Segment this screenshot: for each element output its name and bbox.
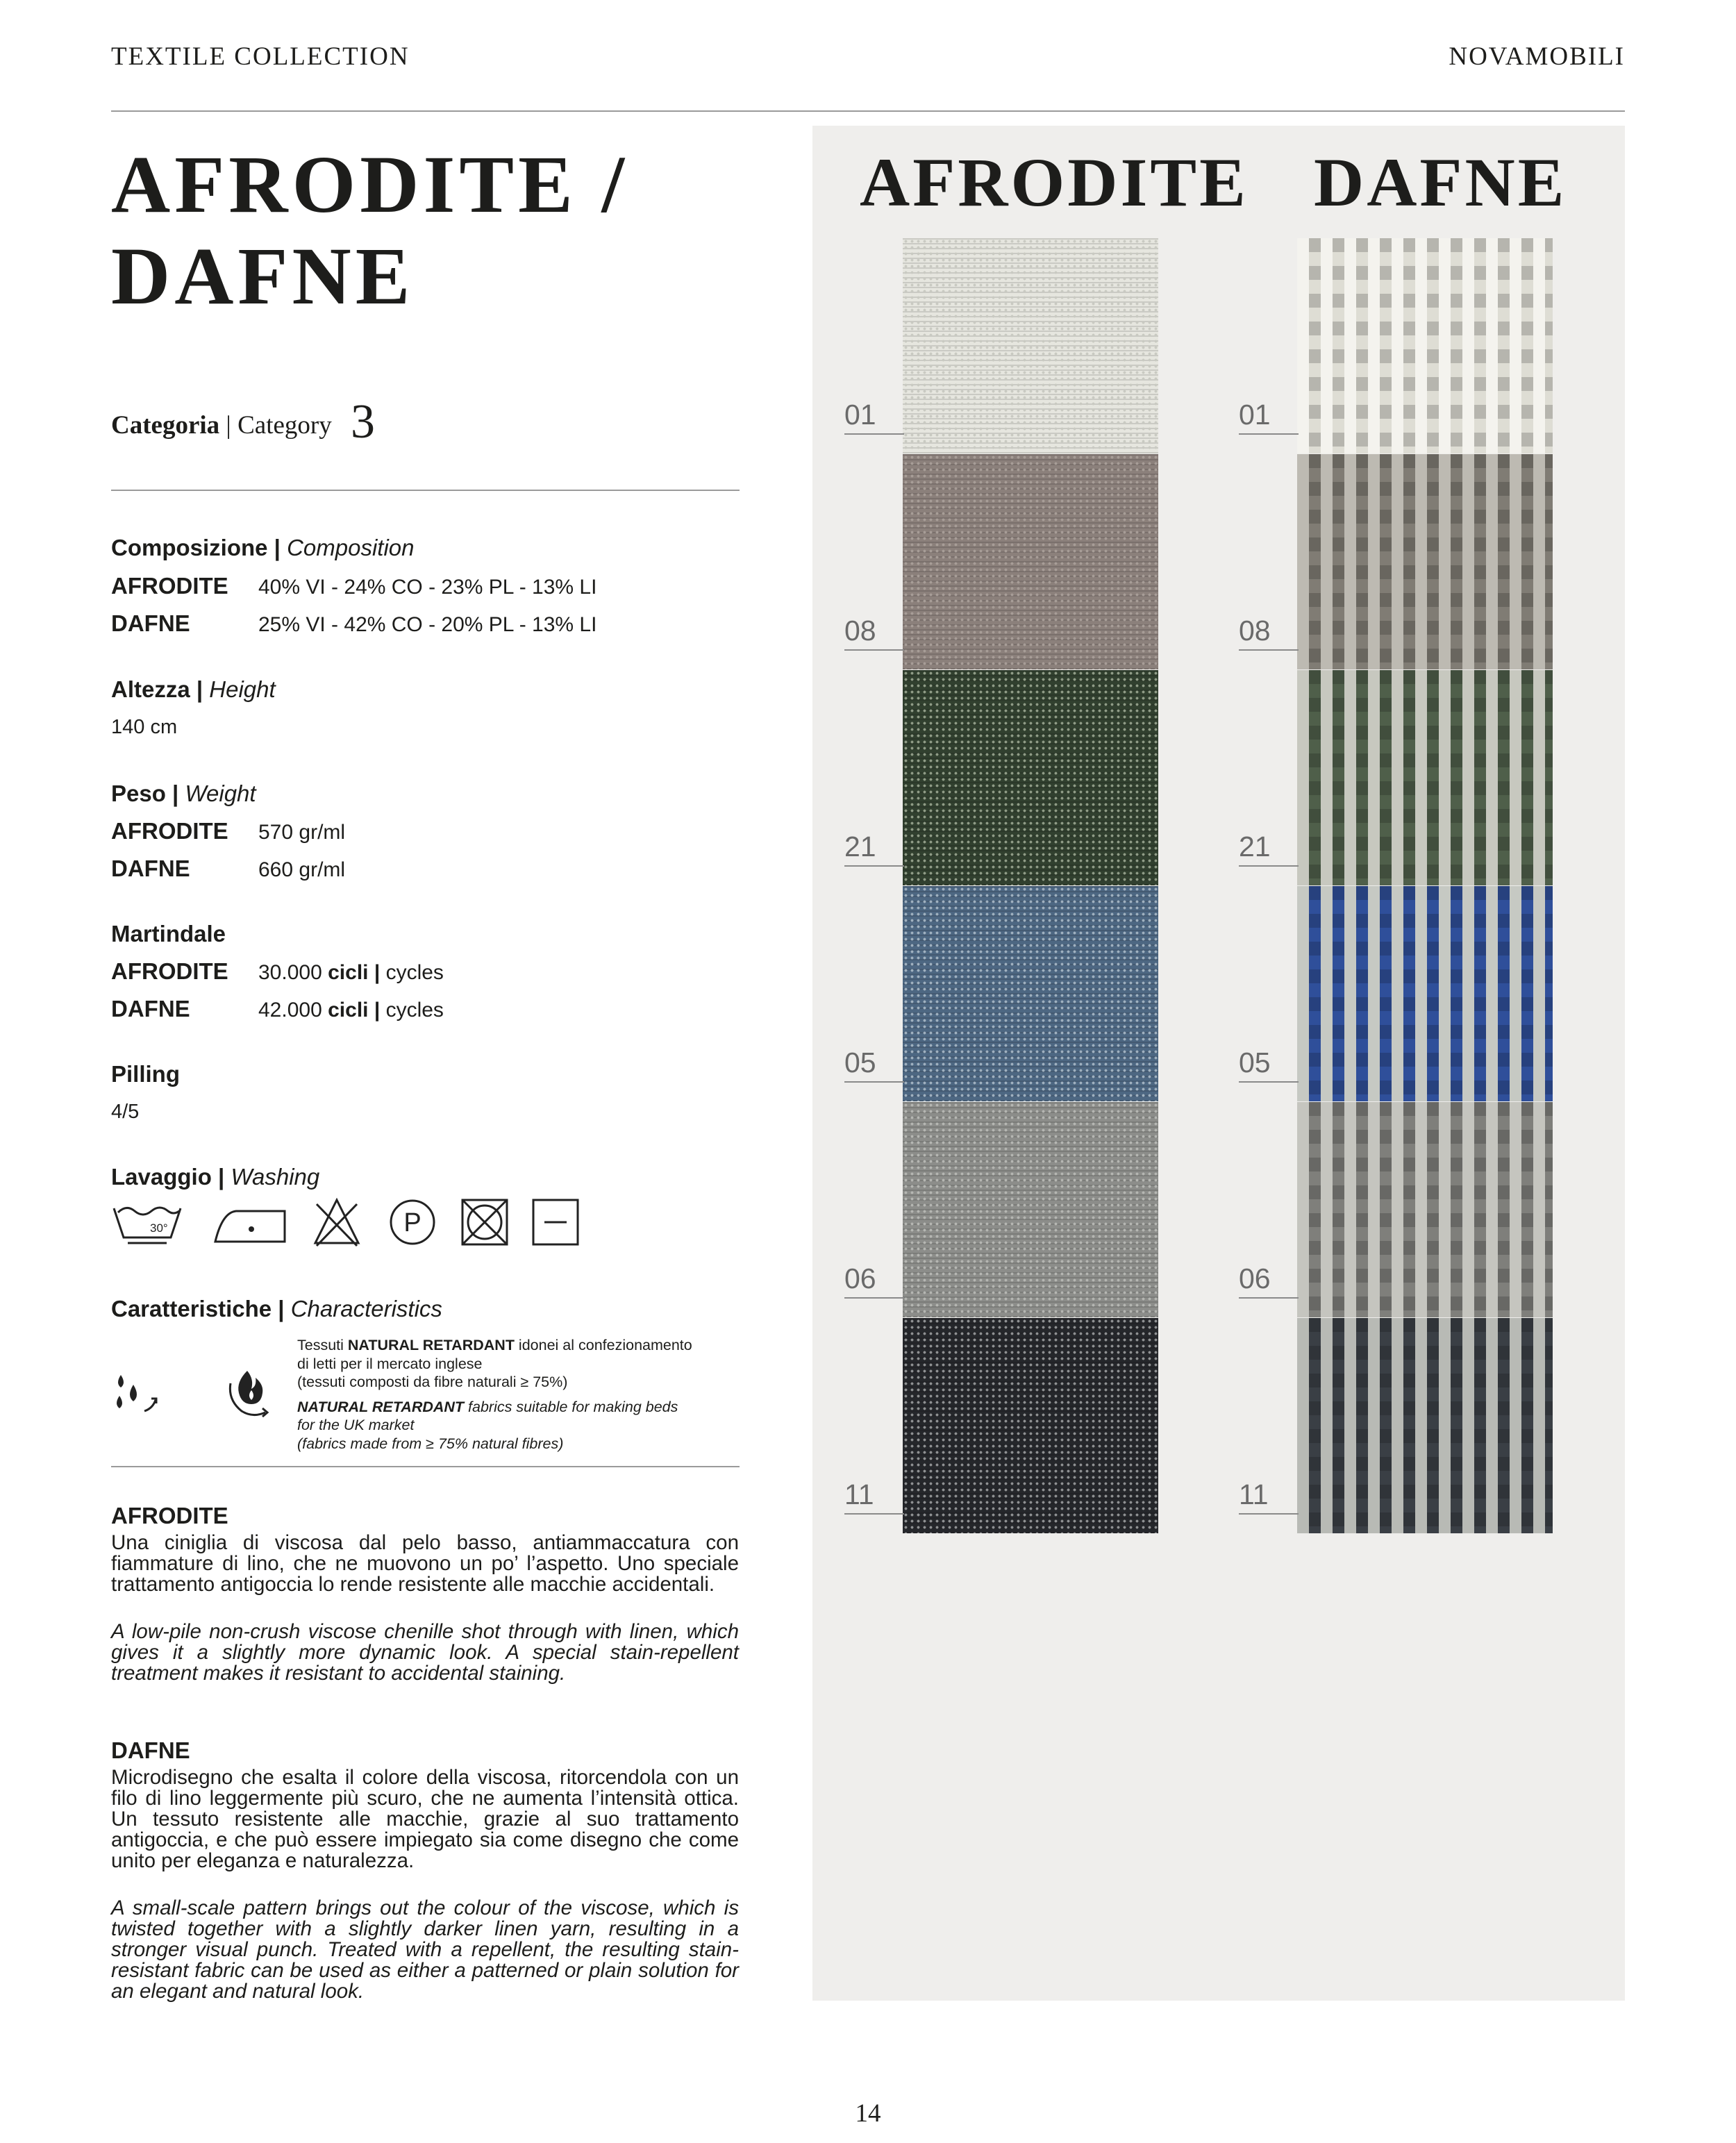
afrodite-description-en: A low-pile non-crush viscose chenille shot through with linen, which gives it a slightly more dynamic look. A special stain-repellent treatment makes it resistant to accidental staining. (111, 1620, 739, 1685)
weight-label-it: Peso (111, 781, 166, 806)
swatch-code-underline (1239, 1513, 1299, 1515)
char-it-rest2: di letti per il mercato inglese (297, 1355, 483, 1372)
dafne-description-it: Microdisegno che esalta il colore della viscosa, ritorcendola con un filo di lino leggermente più scuro, che ne aumenta l’intensità ottica. Un tessuto resistente alle macchie, grazie al suo trattamento antigoccia, e che può essere impiegato sia come disegno che come unito per eleganza e naturalezza. (111, 1766, 739, 1872)
height-label-en: Height (209, 676, 276, 702)
afrodite-description-it: Una ciniglia di viscosa dal pelo basso, antiammaccatura con fiammature di lino, che ne muovono un po’ l’aspetto. Uno speciale trattamento antigoccia lo rende resistente alle macchie accidentali. (111, 1531, 739, 1596)
composition-label-en: Composition (287, 535, 415, 560)
swatch-code-underline (1239, 1081, 1299, 1083)
swatch-code-afrodite-05: 05 (844, 1047, 876, 1078)
header-collection-label: TEXTILE COLLECTION (111, 42, 410, 71)
stain-resistant-icon (108, 1371, 161, 1423)
swatch-code-underline (1239, 649, 1299, 651)
swatch-code-dafne-01: 01 (1239, 399, 1271, 431)
weight-row-dafne (111, 856, 345, 882)
header-divider (111, 110, 1625, 112)
swatch-afrodite-21 (903, 670, 1158, 885)
characteristics-text (297, 1336, 742, 1459)
weight-value: 660 gr/ml (258, 858, 346, 881)
title-line-1: AFRODITE / (111, 139, 629, 230)
weight-row-afrodite (111, 818, 345, 844)
martindale-heading: Martindale (111, 921, 226, 947)
swatch-dafne-08 (1297, 454, 1553, 669)
swatch-code-afrodite-06: 06 (844, 1262, 876, 1294)
swatch-code-afrodite-08: 08 (844, 615, 876, 647)
char-en-rest3: (fabrics made from ≥ 75% natural fibres) (297, 1435, 564, 1452)
martindale-cycles: cycles (385, 999, 444, 1022)
weight-heading: Peso | Weight (111, 781, 256, 806)
swatch-code-underline (844, 649, 904, 651)
weight-label-en: Weight (185, 781, 256, 806)
characteristics-label-en: Characteristics (290, 1296, 442, 1321)
swatch-afrodite-08 (903, 454, 1158, 669)
flame-retardant-icon (224, 1365, 279, 1423)
dry-clean-p-icon (387, 1197, 437, 1251)
wash-temperature: 30° (150, 1221, 168, 1235)
dafne-description-heading: DAFNE (111, 1737, 190, 1763)
height-value: 140 cm (111, 716, 178, 738)
composition-fabric-name: AFRODITE (111, 573, 228, 599)
char-it-prefix: Tessuti (297, 1337, 348, 1353)
swatch-code-afrodite-21: 21 (844, 831, 876, 862)
char-en-rest2: for the UK market (297, 1417, 415, 1433)
washing-label-it: Lavaggio (111, 1164, 212, 1190)
composition-label-it: Composizione (111, 535, 268, 560)
no-bleach-icon (312, 1197, 361, 1251)
swatch-code-dafne-21: 21 (1239, 831, 1271, 862)
characteristics-heading: Caratteristiche | Characteristics (111, 1296, 442, 1321)
washing-label-en: Washing (231, 1164, 320, 1190)
swatch-dafne-21 (1297, 670, 1553, 885)
char-it-rest3: (tessuti composti da fibre naturali ≥ 75%) (297, 1374, 568, 1390)
page-number: 14 (855, 2099, 881, 2128)
title-line-2: DAFNE (111, 231, 415, 322)
swatch-code-dafne-11: 11 (1239, 1478, 1269, 1510)
composition-fabric-name: DAFNE (111, 610, 190, 636)
category-label-it: Categoria (111, 411, 220, 440)
characteristics-divider (111, 1466, 740, 1467)
category-label-en: Category (237, 411, 332, 440)
swatch-code-underline (844, 1081, 904, 1083)
iron-low-icon (212, 1197, 290, 1251)
afrodite-description-heading: AFRODITE (111, 1503, 228, 1528)
swatch-code-dafne-05: 05 (1239, 1047, 1271, 1078)
martindale-row-afrodite: AFRODITE 30.000 cicli | cycles (111, 958, 444, 984)
characteristics-text-it (297, 1336, 742, 1392)
characteristics-label-it: Caratteristiche (111, 1296, 272, 1321)
header-brand: NOVAMOBILI (1449, 42, 1625, 71)
swatch-code-underline (1239, 1297, 1299, 1299)
swatch-code-underline (844, 433, 904, 435)
height-label-it: Altezza (111, 676, 190, 702)
dafne-description-en: A small-scale pattern brings out the colour of the viscose, which is twisted together with a slightly darker linen yarn, resulting in a stronger visual punch. Treated with a repellent, the resulting stain-resistant fabric can be used as either a patterned or plain solution for an elegant and natural look. (111, 1896, 739, 2003)
swatch-code-underline (844, 1513, 904, 1515)
swatch-code-dafne-06: 06 (1239, 1262, 1271, 1294)
swatch-column-heading-afrodite: AFRODITE (860, 144, 1249, 221)
weight-value: 570 gr/ml (258, 821, 346, 844)
martindale-value: 30.000 (258, 961, 322, 984)
char-en-rest1: fabrics suitable for making beds (464, 1398, 678, 1415)
page-title (111, 139, 628, 322)
swatch-afrodite-01 (903, 238, 1158, 453)
swatch-code-dafne-08: 08 (1239, 615, 1271, 647)
swatch-code-underline (844, 1297, 904, 1299)
swatch-code-underline (1239, 865, 1299, 867)
martindale-row-dafne: DAFNE 42.000 cicli | cycles (111, 996, 444, 1022)
category-row (111, 394, 375, 450)
composition-value: 25% VI - 42% CO - 20% PL - 13% LI (258, 613, 597, 636)
swatch-code-underline (844, 865, 904, 867)
composition-heading: Composizione | Composition (111, 535, 415, 560)
composition-row-afrodite (111, 573, 596, 599)
swatch-afrodite-11 (903, 1318, 1158, 1533)
pilling-value: 4/5 (111, 1101, 140, 1123)
martindale-fabric-name: AFRODITE (111, 958, 228, 984)
martindale-value: 42.000 (258, 999, 322, 1022)
swatch-code-afrodite-01: 01 (844, 399, 876, 431)
martindale-fabric-name: DAFNE (111, 996, 190, 1022)
swatch-afrodite-06 (903, 1102, 1158, 1317)
martindale-cicli: cicli (328, 999, 369, 1022)
swatch-column-heading-dafne: DAFNE (1314, 144, 1567, 221)
swatch-code-afrodite-11: 11 (844, 1478, 874, 1510)
composition-value: 40% VI - 24% CO - 23% PL - 13% LI (258, 576, 597, 599)
wash-30-icon (111, 1197, 183, 1251)
category-value: 3 (350, 395, 375, 449)
washing-heading: Lavaggio | Washing (111, 1164, 320, 1190)
dry-flat-icon (531, 1197, 581, 1251)
swatch-afrodite-05 (903, 886, 1158, 1101)
char-it-rest1: idonei al confezionamento (514, 1337, 692, 1353)
pilling-heading: Pilling (111, 1061, 180, 1087)
char-it-bold: NATURAL RETARDANT (347, 1337, 515, 1353)
martindale-cicli: cicli (328, 961, 369, 984)
dry-clean-letter: P (403, 1208, 422, 1237)
composition-row-dafne (111, 610, 596, 637)
char-en-bold: NATURAL RETARDANT (297, 1398, 465, 1415)
swatch-code-underline (1239, 433, 1299, 435)
height-heading: Altezza | Height (111, 676, 276, 702)
swatch-dafne-05 (1297, 886, 1553, 1101)
martindale-cycles: cycles (385, 961, 444, 984)
swatch-dafne-11 (1297, 1318, 1553, 1533)
category-separator: | (226, 411, 231, 440)
characteristics-text-en (297, 1398, 742, 1453)
weight-fabric-name: AFRODITE (111, 818, 228, 844)
category-divider (111, 490, 740, 491)
swatch-dafne-01 (1297, 238, 1553, 453)
swatch-dafne-06 (1297, 1102, 1553, 1317)
no-tumble-dry-icon (460, 1197, 510, 1251)
weight-fabric-name: DAFNE (111, 856, 190, 881)
